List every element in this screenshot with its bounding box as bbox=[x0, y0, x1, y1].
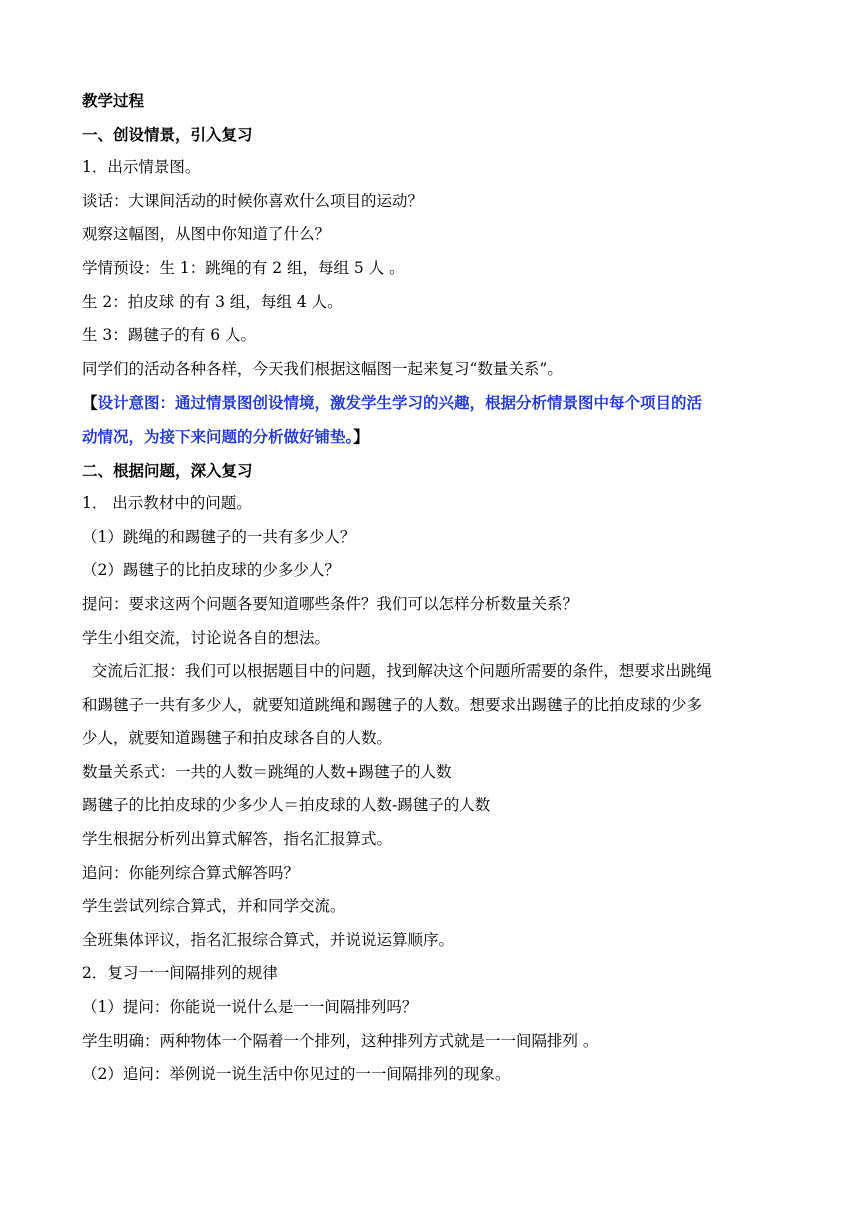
section1-line-4: 学情预设：生 1：跳绳的有 2 组，每组 5 人 。 bbox=[82, 258, 405, 277]
section2-line-a5: 学生小组交流，讨论说各自的想法。 bbox=[82, 628, 331, 647]
design-note-text-1: 设计意图：通过情景图创设情境，激发学生学习的兴趣，根据分析情景图中每个项目的活 bbox=[97, 393, 703, 413]
report-line-1: 交流后汇报：我们可以根据题目中的问题，找到解决这个问题所需要的条件，想要求出跳绳 bbox=[82, 662, 712, 681]
section2-line-b5: 学生尝试列综合算式，并和同学交流。 bbox=[82, 897, 346, 916]
section2-line-b6: 全班集体评议，指名汇报综合算式，并说说运算顺序。 bbox=[82, 930, 455, 949]
section2-line-a3: （2）踢毽子的比拍皮球的少多少人？ bbox=[82, 561, 340, 580]
section2-heading: 二、根据问题，深入复习 bbox=[82, 460, 253, 480]
section1-line-7: 同学们的活动各种各样，今天我们根据这幅图一起来复习“数量关系”。 bbox=[82, 359, 563, 378]
design-note-line-2 bbox=[82, 420, 782, 454]
section1-line-5: 生 2：拍皮球 的有 3 组，每组 4 人。 bbox=[82, 292, 343, 311]
design-note-text-2: 动情况，为接下来问题的分析做好铺垫。 bbox=[82, 426, 354, 446]
section2-line-b1: 数量关系式：一共的人数＝跳绳的人数+踢毽子的人数 bbox=[82, 762, 452, 781]
section2-line-b2: 踢毽子的比拍皮球的少多少人＝拍皮球的人数-踢毽子的人数 bbox=[82, 796, 491, 815]
section2-line-b10: （2）追问：举例说一说生活中你见过的一一间隔排列的现象。 bbox=[82, 1065, 511, 1084]
section2-line-b9: 学生明确：两种物体一个隔着一个排列，这种排列方式就是一一间隔排列 。 bbox=[82, 1031, 599, 1050]
section2-line-b8: （1）提问：你能说一说什么是一一间隔排列吗？ bbox=[82, 998, 418, 1017]
section2-line-b7: 2．复习一一间隔排列的规律 bbox=[82, 964, 278, 983]
design-note-open-bracket: 【 bbox=[82, 393, 98, 413]
section1-line-2: 谈话：大课间活动的时候你喜欢什么项目的运动？ bbox=[82, 191, 424, 210]
design-note-close-bracket: 】 bbox=[353, 426, 369, 446]
document-page bbox=[82, 84, 782, 1092]
section1-line-3: 观察这幅图，从图中你知道了什么？ bbox=[82, 225, 331, 244]
report-line-2: 和踢毽子一共有多少人，就要知道跳绳和踢毽子的人数。想要求出踢毽子的比拍皮球的少多 bbox=[82, 695, 703, 714]
section2-line-b3: 学生根据分析列出算式解答，指名汇报算式。 bbox=[82, 830, 393, 849]
section1-line-6: 生 3：踢毽子的有 6 人。 bbox=[82, 326, 257, 345]
design-note-line-1 bbox=[82, 386, 782, 420]
section2-line-a2: （1）跳绳的和踢毽子的一共有多少人？ bbox=[82, 527, 356, 546]
report-line-3: 少人，就要知道踢毽子和拍皮球各自的人数。 bbox=[82, 729, 393, 748]
section2-line-b4: 追问：你能列综合算式解答吗？ bbox=[82, 863, 300, 882]
section1-line-1: 1．出示情景图。 bbox=[82, 158, 201, 177]
section1-heading: 一、创设情景，引入复习 bbox=[82, 124, 253, 144]
document-title: 教学过程 bbox=[82, 91, 145, 110]
section2-line-a1: 1． 出示教材中的问题。 bbox=[82, 494, 252, 513]
section2-line-a4: 提问：要求这两个问题各要知道哪些条件？我们可以怎样分析数量关系？ bbox=[82, 594, 579, 613]
